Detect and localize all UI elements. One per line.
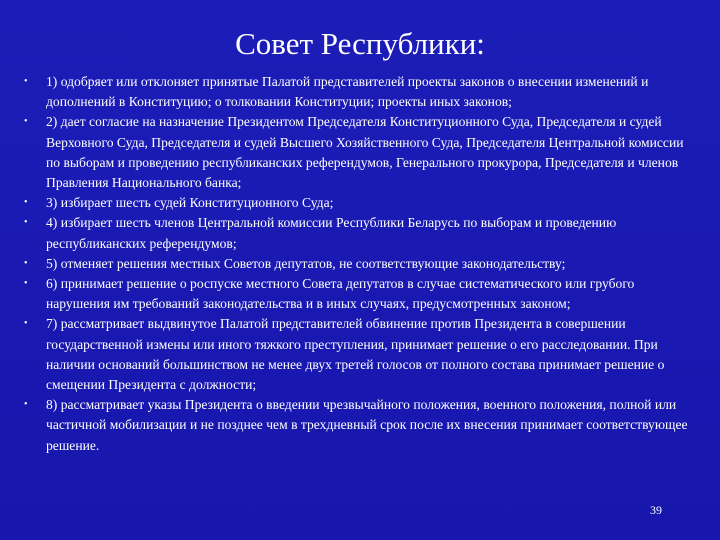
bullet-icon: • [24, 318, 28, 330]
bullet-icon: • [24, 76, 28, 87]
list-item-text: 3) избирает шесть судей Конституционного Суда; [46, 195, 334, 211]
list-item [20, 395, 692, 456]
list-item-text: 5) отменяет решения местных Советов депутатов, не соответствующие законодательству; [46, 255, 566, 271]
list-item [20, 72, 692, 112]
bullet-icon: • [24, 116, 28, 128]
page-number: 39 [650, 503, 662, 517]
bullet-icon: • [24, 278, 28, 290]
bullet-icon: • [24, 217, 28, 229]
list-item-text: 6) принимает решение о роспуске местного Совета депутатов в случае систематического или грубого нарушения им требований законодательства и в иных случаях, предусмотренных законом; [46, 276, 635, 312]
list-item-text: 1) одобряет или отклоняет принятые Палатой представителей проекты законов о внесении изменений и дополнений в Конституцию; о толковании Конституции; проекты иных законов; [46, 74, 649, 110]
bullet-icon: • [24, 257, 28, 269]
list-item [20, 112, 692, 193]
list-item [20, 314, 692, 395]
bullet-icon: • [24, 197, 28, 209]
slide-title: Совет Республики: [235, 26, 485, 61]
list-item [20, 274, 692, 314]
list-item-text: 2) дает согласие на назначение Президентом Председателя Конституционного Суда, Председателя и судей Верховного Суда, Председателя и судей Высшего Хозяйственного Суда, Председателя Центральной комиссии по выборам и проведению республиканских референдумов, Генерального прокурора, Председателя и членов Правления Национального банка; [46, 114, 684, 191]
list-item-text: 8) рассматривает указы Президента о введении чрезвычайного положения, военного положения, полной или частичной мобилизации и не позднее чем в трехдневный срок после их внесения принимает соответствующее решение. [46, 397, 688, 453]
bullet-icon: • [24, 399, 28, 411]
list-item [20, 193, 692, 213]
list-item [20, 213, 692, 253]
list-item-text: 4) избирает шесть членов Центральной комиссии Республики Беларусь по выборам и проведению республиканских референдумов; [46, 215, 617, 251]
list-item-text: 7) рассматривает выдвинутое Палатой представителей обвинение против Президента в совершении государственной измены или иного тяжкого преступления, принимает решение о его расследовании. При наличии оснований большинством не менее двух третей голосов от полного состава принимает решение о смещении Президента с должности; [46, 316, 665, 393]
bullet-list [20, 72, 692, 456]
list-item [20, 254, 692, 274]
